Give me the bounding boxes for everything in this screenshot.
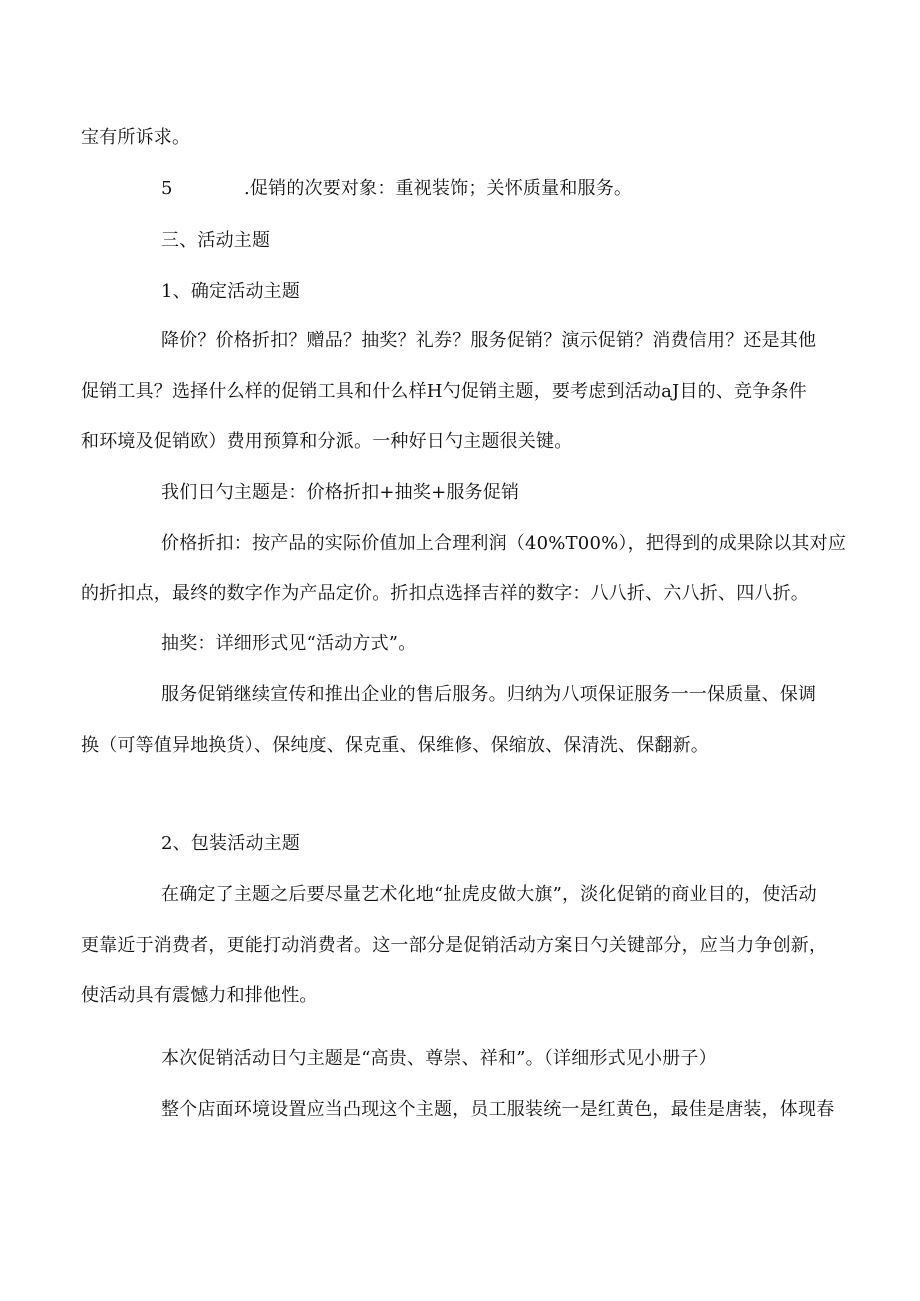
- paragraph-line: 价格折扣：按产品的实际价值加上合理利润（40%T00%），把得到的成果除以其对应: [161, 533, 847, 554]
- subsection-heading: 2、包装活动主题: [161, 833, 301, 854]
- list-item-text: .促销的次要对象：重视装饰；关怀质量和服务。: [244, 178, 633, 199]
- paragraph-line: 在确定了主题之后要尽量艺术化地“扯虎皮做大旗”，淡化促销的商业目的，使活动: [161, 884, 817, 905]
- subsection-heading: 1、确定活动主题: [161, 281, 301, 302]
- paragraph-line: 更靠近于消费者，更能打动消费者。这一部分是促销活动方案日勺关键部分，应当力争创新，: [81, 935, 828, 956]
- paragraph-line: 我们日勺主题是：价格折扣+抽奖+服务促销: [161, 482, 520, 503]
- paragraph-line: 宝有所诉求。: [81, 127, 191, 148]
- paragraph-line: 换（可等值异地换货）、保纯度、保克重、保维修、保缩放、保清洗、保翻新。: [81, 735, 709, 756]
- paragraph-line: 降价？价格折扣？赠品？抽奖？礼券？服务促销？演示促销？消费信用？还是其他: [161, 330, 817, 351]
- paragraph-line: 促销工具？选择什么样的促销工具和什么样H勺促销主题，要考虑到活动aJ目的、竞争条件: [81, 381, 807, 402]
- section-heading: 三、活动主题: [161, 230, 271, 251]
- list-item-number: 5: [161, 178, 173, 199]
- paragraph-line: 的折扣点，最终的数字作为产品定价。折扣点选择吉祥的数字：八八折、六八折、四八折。: [81, 583, 809, 604]
- paragraph-line: 和环境及促销欧）费用预算和分派。一种好日勺主题很关键。: [81, 431, 573, 452]
- paragraph-line: 服务促销继续宣传和推出企业的售后服务。归纳为八项保证服务一一保质量、保调: [161, 684, 817, 705]
- paragraph-line: 整个店面环境设置应当凸现这个主题，员工服装统一是红黄色，最佳是唐装，体现春: [161, 1099, 835, 1120]
- paragraph-line: 本次促销活动日勺主题是“高贵、尊崇、祥和”。（详细形式见小册子）: [161, 1048, 717, 1069]
- paragraph-line: 使活动具有震憾力和排他性。: [81, 985, 318, 1006]
- paragraph-line: 抽奖：详细形式见“活动方式”。: [161, 633, 417, 654]
